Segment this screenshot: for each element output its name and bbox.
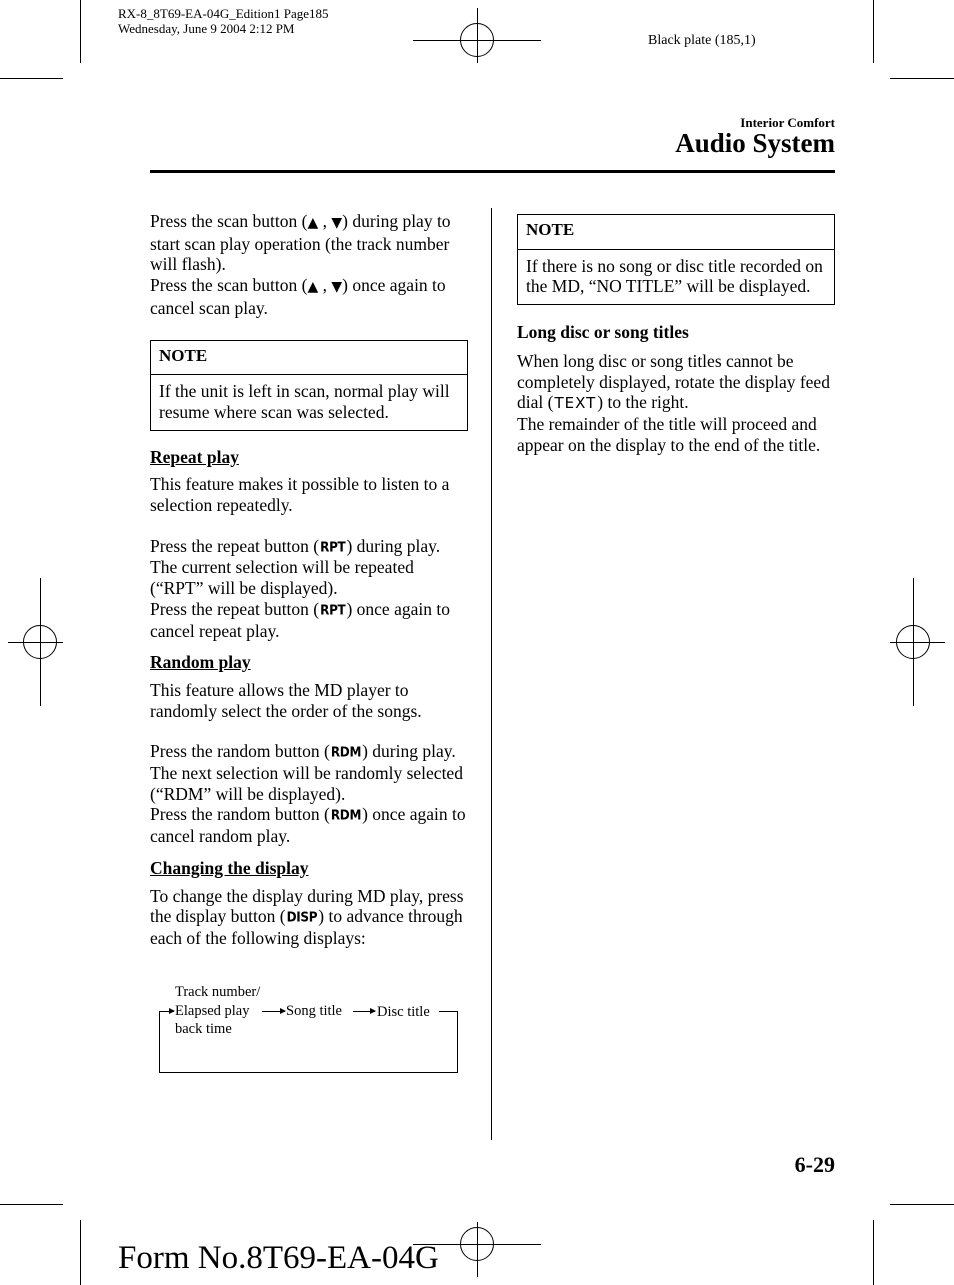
page-number: 6-29 [794,1152,835,1177]
note-heading: NOTE [151,341,467,376]
display-cycle-diagram [159,983,458,1073]
diagram-text: Elapsed play [175,1002,250,1019]
crop-mark [873,0,874,63]
registration-mark [896,625,930,659]
diagram-item-song: Song title [286,1003,342,1019]
print-meta-line: Wednesday, June 9 2004 2:12 PM [118,21,295,36]
crop-mark [890,1204,954,1205]
text: Press the scan button ( [150,275,308,296]
text: Press the scan button ( [150,211,308,231]
down-arrow-icon: ▼ [331,215,343,231]
text: Press the repeat button ( [150,598,320,619]
up-arrow-icon: ▲ [307,279,319,296]
registration-mark [460,23,494,57]
text: ) to the right. [597,392,689,413]
repeat-paragraph [150,536,468,642]
random-play-heading: Random play [150,652,251,673]
print-meta [118,6,329,36]
note-box [150,340,468,431]
text: The remainder of the title will proceed and appear on the display to the end of the title. [517,413,821,455]
diagram-item-disc: Disc title [377,1004,430,1020]
registration-mark [460,1227,494,1261]
page-title: Audio System [675,128,835,158]
note-body: If the unit is left in scan, normal play will resume where scan was selected. [159,381,450,422]
text: ) once again to cancel random play. [150,804,466,847]
text: Press the random button ( [150,741,330,762]
rpt-button-icon: RPT [320,602,346,618]
crop-mark [80,1220,81,1285]
text: ) to advance through each of the following displays: [150,906,463,948]
text: ) during play to start scan play operation (the track number will flash). [150,211,451,275]
text: ) during play. The next selection will be randomly selected (“RDM” will be displayed). [150,741,463,804]
crop-mark [890,78,954,79]
right-column [517,214,835,455]
title-rule [150,170,835,173]
left-column [150,211,468,949]
display-paragraph [150,886,468,949]
random-paragraph [150,741,468,847]
crop-mark [0,78,63,79]
down-arrow-icon: ▼ [331,279,343,296]
text-dial-icon: TEXT [554,394,597,413]
text: ) once again to cancel repeat play. [150,598,450,641]
form-number: Form No.8T69-EA-04G [118,1240,439,1276]
repeat-play-heading: Repeat play [150,446,239,467]
text: ) during play. The current selection will be repeated (“RPT” will be displayed). [150,535,441,599]
arrow-icon [159,1011,174,1012]
text: ) once again to cancel scan play. [150,275,446,318]
diagram-text: Track number/ [175,984,261,1000]
note-body: If there is no song or disc title recorded on the MD, “NO TITLE” will be displayed. [526,255,823,297]
long-titles-heading: Long disc or song titles [517,322,689,343]
crop-mark [873,1220,874,1285]
rdm-button-icon: RDM [330,744,362,761]
text: , [318,211,332,231]
diagram-return-path [159,1011,458,1073]
text: Press the random button ( [150,804,330,825]
crop-mark [0,1204,63,1205]
plate-label: Black plate (185,1) [648,33,756,48]
text: , [318,275,332,296]
scan-paragraph [150,211,468,319]
text: Press the repeat button ( [150,535,320,556]
diagram-text: back time [175,1021,232,1037]
rdm-button-icon: RDM [330,807,362,824]
column-divider [491,208,492,1140]
registration-mark [23,625,57,659]
note-box [517,214,835,305]
section-label: Interior Comfort [740,115,835,130]
diagram-line [439,1011,457,1012]
text: When long disc or song titles cannot be completely displayed, rotate the display feed dial ( [517,350,830,413]
rpt-button-icon: RPT [320,538,346,555]
print-meta-line: RX-8_8T69-EA-04G_Edition1 Page185 [118,6,329,21]
crop-mark [80,0,81,63]
up-arrow-icon: ▲ [307,215,319,231]
repeat-intro: This feature makes it possible to listen to a selection repeatedly. [150,474,450,516]
changing-display-heading: Changing the display [150,857,309,878]
long-titles-paragraph [517,351,835,456]
random-intro: This feature allows the MD player to randomly select the order of the songs. [150,679,422,721]
text: To change the display during MD play, press the display button ( [150,885,464,927]
note-heading: NOTE [518,215,834,250]
disp-button-icon: DISP [286,909,318,925]
